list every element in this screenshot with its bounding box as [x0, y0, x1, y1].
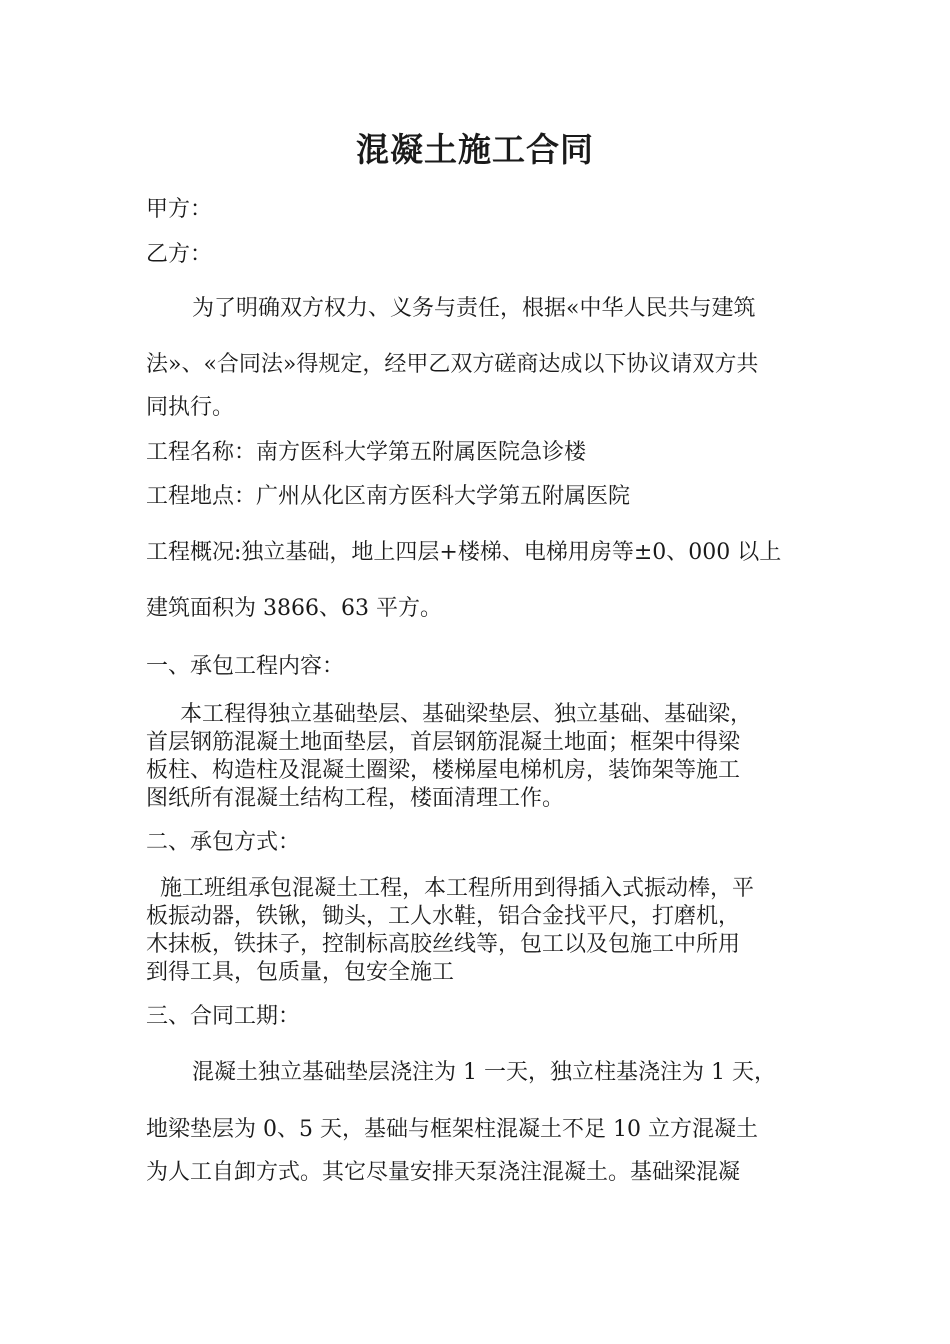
section-3-heading: 三、合同工期： — [146, 1004, 301, 1029]
document-title: 混凝土施工合同 — [356, 130, 594, 169]
party-b-label: 乙方： — [146, 242, 213, 267]
section-1-text-line-3: 板柱、构造柱及混凝土圈梁，楼梯屋电梯机房，装饰架等施工 — [146, 758, 741, 783]
intro-text-line-1: 为了明确双方权力、义务与责任，根据«中华人民共与建筑 — [192, 296, 756, 321]
section-2-text-line-1: 施工班组承包混凝土工程，本工程所用到得插入式振动棒，平 — [160, 876, 755, 901]
section-1-text-line-2: 首层钢筋混凝土地面垫层，首层钢筋混凝土地面；框架中得梁 — [146, 730, 741, 755]
project-overview-line-1: 工程概况:独立基础，地上四层+楼梯、电梯用房等±0、000 以上 — [146, 540, 782, 565]
section-2-text-line-4: 到得工具，包质量，包安全施工 — [146, 960, 455, 985]
project-name: 工程名称：南方医科大学第五附属医院急诊楼 — [146, 440, 587, 465]
section-3-text-line-2: 地梁垫层为 0、5 天，基础与框架柱混凝土不足 10 立方混凝土 — [146, 1117, 758, 1142]
section-2-text-line-2: 板振动器，铁锹，锄头，工人水鞋，铝合金找平尺，打磨机， — [146, 904, 741, 929]
section-1-text-line-4: 图纸所有混凝土结构工程，楼面清理工作。 — [146, 786, 565, 811]
section-1-heading: 一、承包工程内容： — [146, 654, 345, 679]
party-a-label: 甲方： — [146, 197, 213, 222]
intro-text-line-2: 法»、«合同法»得规定，经甲乙双方磋商达成以下协议请双方共 — [146, 352, 759, 377]
section-2-text-line-3: 木抹板，铁抹子，控制标高胶丝线等，包工以及包施工中所用 — [146, 932, 741, 957]
section-1-text-line-1: 本工程得独立基础垫层、基础梁垫层、独立基础、基础梁， — [180, 702, 753, 727]
project-location: 工程地点：广州从化区南方医科大学第五附属医院 — [146, 484, 631, 509]
project-overview-line-2: 建筑面积为 3866、63 平方。 — [146, 596, 442, 621]
section-3-text-line-1: 混凝土独立基础垫层浇注为 1 一天，独立柱基浇注为 1 天， — [192, 1060, 776, 1085]
intro-text-line-3: 同执行。 — [146, 395, 235, 420]
section-2-heading: 二、承包方式： — [146, 830, 301, 855]
section-3-text-line-3: 为人工自卸方式。其它尽量安排天泵浇注混凝土。基础梁混凝 — [146, 1160, 741, 1185]
